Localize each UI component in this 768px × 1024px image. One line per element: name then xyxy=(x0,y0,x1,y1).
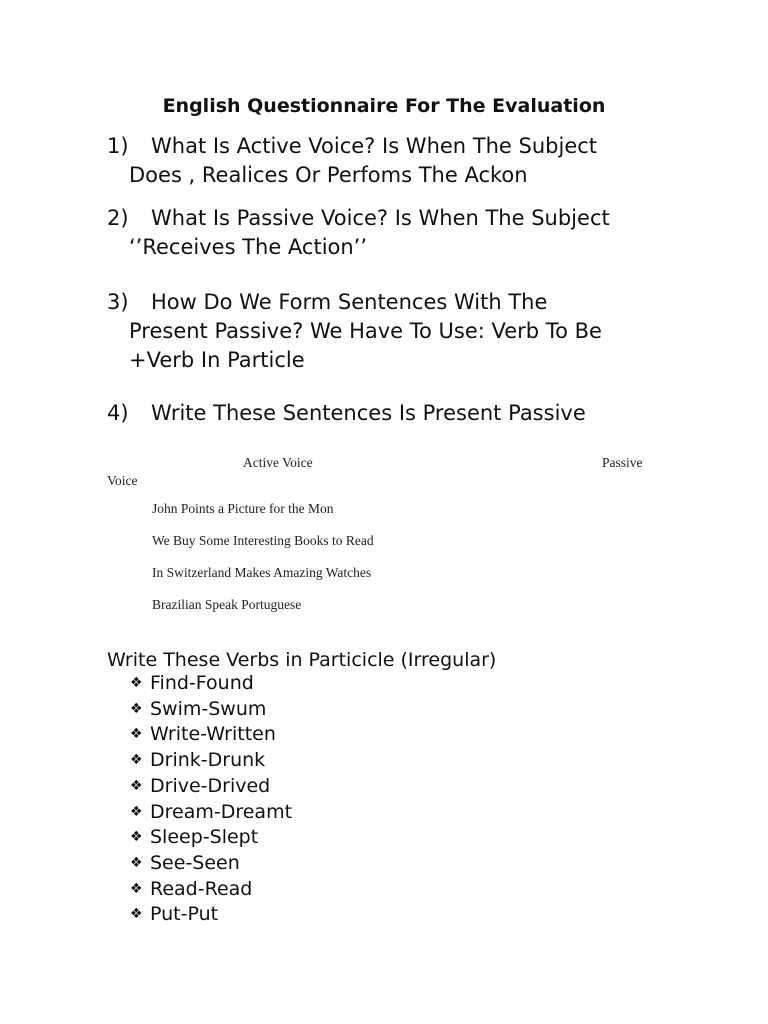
question-line: What Is Passive Voice? Is When The Subject xyxy=(151,206,610,230)
list-item xyxy=(130,748,292,774)
list-item xyxy=(130,774,292,800)
question-number: 3) xyxy=(107,290,129,314)
verb-pair: Dream-Dreamt xyxy=(150,800,293,823)
list-item xyxy=(130,697,292,723)
verb-pair: Find-Found xyxy=(150,672,254,694)
verb-pair: Drive-Drived xyxy=(150,774,271,797)
question-3 xyxy=(107,288,667,375)
verb-list xyxy=(130,671,292,928)
verb-pair: See-Seen xyxy=(150,851,240,874)
passive-voice-header-wrap: Voice xyxy=(107,473,138,488)
verb-pair: Read-Read xyxy=(150,877,253,900)
question-line: What Is Active Voice? Is When The Subject xyxy=(151,134,598,158)
question-line: +Verb In Particle xyxy=(129,348,305,372)
question-line: Does , Realices Or Perfoms The Ackon xyxy=(129,163,528,187)
diamond-bullet-icon: ❖ xyxy=(130,700,143,717)
sentence-item: John Points a Picture for the Mon xyxy=(152,501,334,516)
diamond-bullet-icon: ❖ xyxy=(130,803,143,820)
diamond-bullet-icon: ❖ xyxy=(130,752,143,769)
list-item xyxy=(130,722,292,748)
list-item xyxy=(130,671,292,697)
question-number: 2) xyxy=(107,206,129,230)
verb-pair: Swim-Swum xyxy=(150,697,267,720)
diamond-bullet-icon: ❖ xyxy=(130,906,143,923)
question-line: Write These Sentences Is Present Passive xyxy=(151,401,586,425)
diamond-bullet-icon: ❖ xyxy=(130,726,143,743)
verb-pair: Put-Put xyxy=(150,903,219,926)
sentence-item: In Switzerland Makes Amazing Watches xyxy=(152,565,372,580)
list-item xyxy=(130,825,292,851)
diamond-bullet-icon: ❖ xyxy=(130,854,143,871)
verb-pair: Sleep-Slept xyxy=(150,826,259,849)
question-2 xyxy=(107,204,667,262)
sentence-item: We Buy Some Interesting Books to Read xyxy=(152,533,374,548)
list-item xyxy=(130,800,292,826)
diamond-bullet-icon: ❖ xyxy=(130,675,143,691)
verb-pair: Write-Written xyxy=(150,723,276,746)
sentence-item: Brazilian Speak Portuguese xyxy=(152,597,302,612)
page-title: English Questionnaire For The Evaluation xyxy=(162,95,606,117)
diamond-bullet-icon: ❖ xyxy=(130,829,143,846)
question-number: 4) xyxy=(107,401,129,425)
verbs-heading: Write These Verbs in Particicle (Irregular) xyxy=(107,649,497,671)
passive-voice-header: Passive xyxy=(602,455,643,470)
active-voice-header: Active Voice xyxy=(243,455,313,470)
diamond-bullet-icon: ❖ xyxy=(130,777,143,794)
list-item xyxy=(130,877,292,903)
question-line: ‘’Receives The Action’’ xyxy=(129,235,368,259)
list-item xyxy=(130,902,292,928)
verb-pair: Drink-Drunk xyxy=(150,749,266,772)
question-1 xyxy=(107,132,667,190)
question-line: Present Passive? We Have To Use: Verb To Be xyxy=(129,319,602,343)
question-4 xyxy=(107,399,667,428)
question-line: How Do We Form Sentences With The xyxy=(151,290,548,314)
list-item xyxy=(130,851,292,877)
diamond-bullet-icon: ❖ xyxy=(130,880,143,897)
question-number: 1) xyxy=(107,134,129,158)
